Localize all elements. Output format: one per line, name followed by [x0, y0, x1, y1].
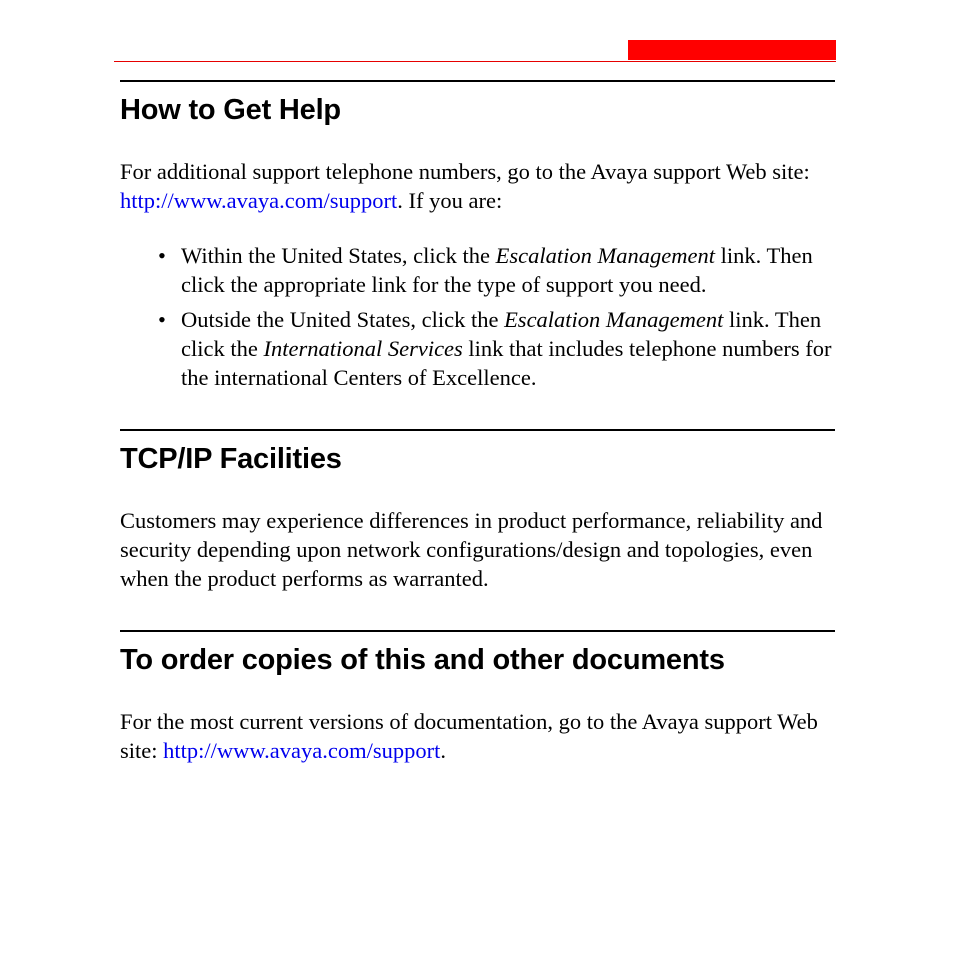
bullet-text: link that includes telephone numbers for the international Centers of Excellence. — [181, 336, 832, 390]
bullet-text: link. Then click the — [181, 307, 822, 361]
section-rule-order — [120, 630, 835, 632]
heading-tcpip-facilities: TCP/IP Facilities — [120, 443, 342, 475]
header-red-line — [114, 61, 836, 62]
escalation-management-term: Escalation Management — [504, 307, 724, 332]
order-body-text: For the most current versions of documentation, go to the Avaya support Web site: — [120, 709, 818, 763]
section-rule-tcpip — [120, 429, 835, 431]
bullet-dot-icon: • — [158, 243, 166, 268]
bullet-text: Within the United States, click the — [181, 243, 496, 268]
order-body-suffix: . — [440, 738, 446, 763]
help-intro-suffix: . If you are: — [397, 188, 503, 213]
heading-order-copies: To order copies of this and other documents — [120, 644, 725, 676]
bullet-text: link. Then click the appropriate link for the type of support you need. — [181, 243, 813, 297]
header-red-bar — [628, 40, 836, 60]
tcpip-body: Customers may experience differences in product performance, reliability and security depending upon network configurations/design and topologies, even when the product performs as warranted. — [120, 508, 823, 591]
list-item — [158, 305, 848, 392]
bullet-dot-icon: • — [158, 307, 166, 332]
help-intro — [120, 157, 840, 215]
heading-how-to-get-help: How to Get Help — [120, 94, 341, 126]
list-item — [158, 241, 848, 299]
escalation-management-term: Escalation Management — [495, 243, 715, 268]
support-link-help[interactable]: http://www.avaya.com/support — [120, 188, 398, 213]
support-link-order[interactable]: http://www.avaya.com/support — [163, 738, 441, 763]
help-intro-text: For additional support telephone numbers, go to the Avaya support Web site: — [120, 159, 810, 184]
bullet-text: Outside the United States, click the — [181, 307, 505, 332]
order-body — [120, 707, 840, 765]
section-rule-help — [120, 80, 835, 82]
international-services-term: International Services — [263, 336, 463, 361]
help-bullet-list — [158, 241, 848, 392]
